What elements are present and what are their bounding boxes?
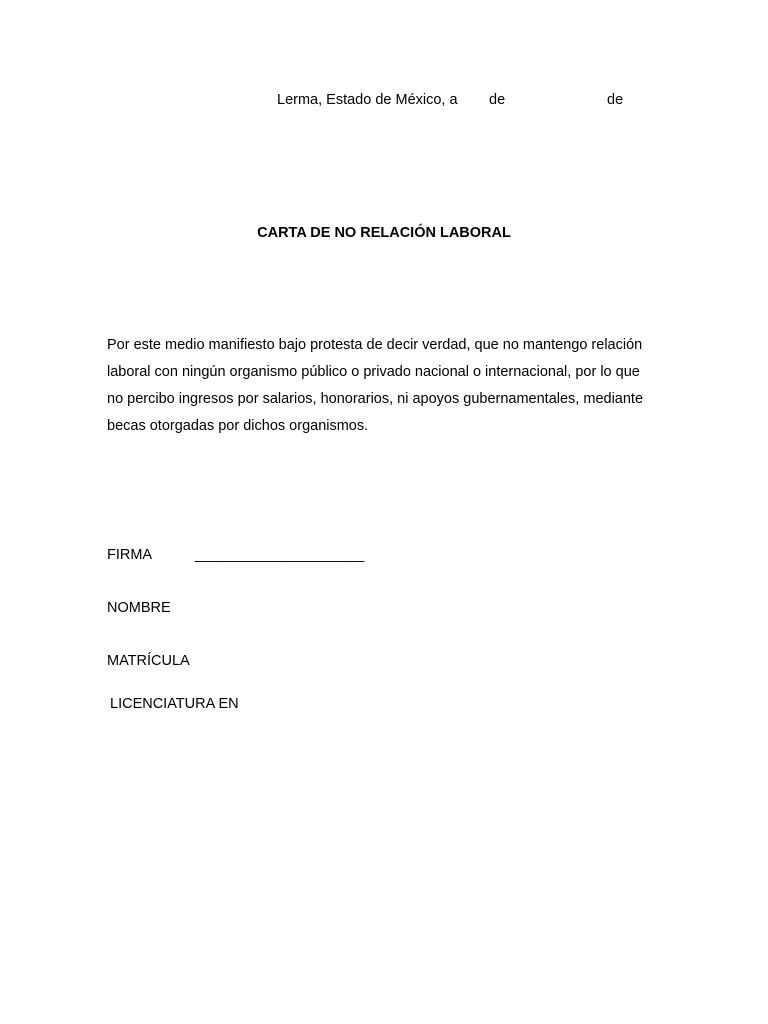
paragraph-line: laboral con ningún organismo público o privado nacional o internacional, por lo que bbox=[107, 364, 640, 380]
paragraph-line: becas otorgadas por dichos organismos. bbox=[107, 418, 369, 434]
paragraph-line: no percibo ingresos por salarios, honorarios, ni apoyos gubernamentales, mediante bbox=[107, 391, 644, 407]
nombre-label: NOMBRE bbox=[107, 600, 171, 616]
signature-line: _____________________ bbox=[195, 547, 365, 563]
date-place-text: Lerma, Estado de México, a bbox=[277, 92, 458, 108]
matricula-label: MATRÍCULA bbox=[107, 653, 190, 669]
declaration-paragraph bbox=[107, 332, 667, 440]
paragraph-line: Por este medio manifiesto bajo protesta de decir verdad, que no mantengo relación bbox=[107, 337, 643, 353]
date-de-second: de bbox=[607, 92, 624, 108]
document-title: CARTA DE NO RELACIÓN LABORAL bbox=[257, 225, 511, 241]
licenciatura-label: LICENCIATURA EN bbox=[110, 696, 239, 712]
date-de-first: de bbox=[489, 92, 506, 108]
firma-label: FIRMA bbox=[107, 547, 153, 563]
